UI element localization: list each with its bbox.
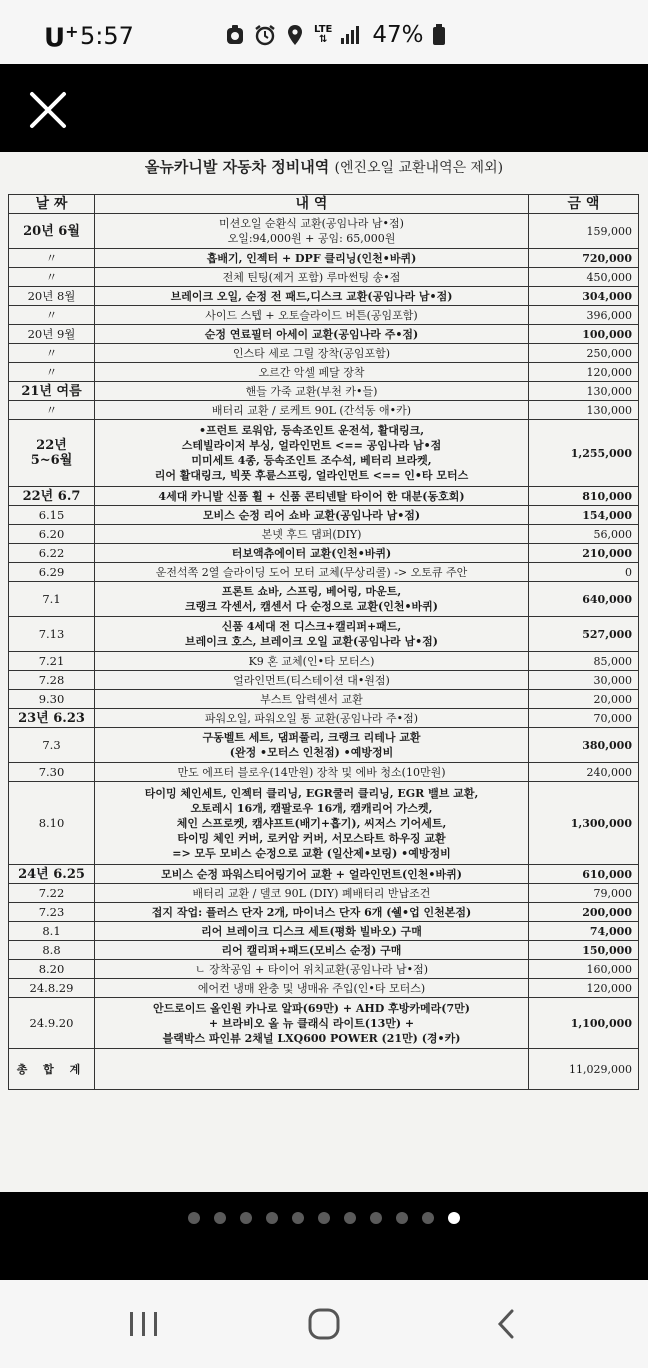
- row-description: [95, 782, 529, 865]
- description-line: 모비스 순정 리어 쇼바 교환(공임나라 남•점): [202, 508, 421, 522]
- row-date: 7.13: [9, 617, 95, 652]
- row-description: [95, 865, 529, 884]
- page-dot[interactable]: [448, 1212, 460, 1224]
- row-date: 24년 6.25: [9, 865, 95, 884]
- row-amount: 85,000: [529, 652, 639, 671]
- table-row: [9, 420, 639, 487]
- page-dot[interactable]: [266, 1212, 278, 1224]
- row-date: 8.1: [9, 922, 95, 941]
- table-row: [9, 652, 639, 671]
- description-line: 오토레시 16개, 캠팔로우 16개, 캠캐리어 가스켓,: [190, 801, 433, 815]
- row-date: 〃: [9, 401, 95, 420]
- description-line: 신품 4세대 전 디스크+캘리퍼+패드,: [221, 620, 402, 633]
- document-image: [0, 152, 648, 1192]
- row-amount: 450,000: [529, 268, 639, 287]
- row-amount: 120,000: [529, 363, 639, 382]
- app-notification-icon: [224, 24, 246, 46]
- description-line: 모비스 순정 파워스티어링기어 교환 + 얼라인먼트(인천•바퀴): [161, 867, 462, 881]
- table-row: [9, 884, 639, 903]
- row-amount: 200,000: [529, 903, 639, 922]
- row-date: 20년 8월: [9, 287, 95, 306]
- carrier-label: U+: [44, 22, 79, 54]
- description-line: 안드로이드 올인원 카나로 알파(69만) + AHD 후방카메라(7만): [153, 1001, 470, 1015]
- row-amount: 250,000: [529, 344, 639, 363]
- row-description: [95, 582, 529, 617]
- header-description: 내 역: [95, 195, 529, 214]
- header-date: 날 짜: [9, 195, 95, 214]
- row-date: 24.9.20: [9, 998, 95, 1049]
- row-description: [95, 709, 529, 728]
- table-row: [9, 506, 639, 525]
- description-line: 얼라인먼트(티스테이션 대•원점): [233, 673, 390, 687]
- description-line: 흡배기, 인젝터 + DPF 클리닝(인천•바퀴): [206, 251, 417, 265]
- document-title: 올뉴카니발 자동차 정비내역 (엔진오일 교환내역은 제외): [144, 158, 504, 176]
- row-description: [95, 652, 529, 671]
- description-line: 프론트 쇼바, 스프링, 베어링, 마운트,: [221, 585, 402, 598]
- row-description: [95, 884, 529, 903]
- row-date: 22년 6.7: [9, 487, 95, 506]
- row-description: [95, 763, 529, 782]
- total-empty: [95, 1049, 529, 1090]
- table-row: [9, 941, 639, 960]
- row-description: [95, 671, 529, 690]
- battery-icon: [432, 24, 446, 46]
- description-line: 미미세트 4종, 등속조인트 조수석, 베터리 브라켓,: [191, 454, 432, 467]
- row-date: 6.22: [9, 544, 95, 563]
- table-row: [9, 582, 639, 617]
- row-amount: 120,000: [529, 979, 639, 998]
- description-line: 브레이크 호스, 브레이크 오일 교환(공임나라 남•점): [185, 635, 438, 648]
- row-amount: 79,000: [529, 884, 639, 903]
- row-description: [95, 563, 529, 582]
- close-icon[interactable]: [26, 88, 70, 132]
- page-dot[interactable]: [240, 1212, 252, 1224]
- row-description: [95, 214, 529, 249]
- table-row: [9, 763, 639, 782]
- row-amount: 640,000: [529, 582, 639, 617]
- row-amount: 720,000: [529, 249, 639, 268]
- table-row: [9, 249, 639, 268]
- home-icon[interactable]: [304, 1308, 344, 1340]
- row-amount: 150,000: [529, 941, 639, 960]
- description-line: 파워오일, 파워오일 통 교환(공임나라 주•점): [204, 711, 419, 725]
- row-description: [95, 306, 529, 325]
- row-amount: 396,000: [529, 306, 639, 325]
- table-row: [9, 214, 639, 249]
- table-row: [9, 728, 639, 763]
- table-row: [9, 979, 639, 998]
- table-row: [9, 960, 639, 979]
- row-amount: 74,000: [529, 922, 639, 941]
- recent-apps-icon[interactable]: [124, 1308, 164, 1340]
- row-amount: 160,000: [529, 960, 639, 979]
- row-date: 7.23: [9, 903, 95, 922]
- back-icon[interactable]: [488, 1308, 528, 1340]
- row-description: [95, 268, 529, 287]
- description-line: 만도 에프터 블로우(14만원) 장착 및 에바 청소(10만원): [177, 765, 446, 779]
- row-description: [95, 420, 529, 487]
- row-description: [95, 325, 529, 344]
- row-description: [95, 728, 529, 763]
- row-date: 6.15: [9, 506, 95, 525]
- description-line: 본넷 후드 댐퍼(DIY): [261, 527, 362, 541]
- row-description: [95, 960, 529, 979]
- description-line: 리어 활대링크, 빅풋 후륜스프링, 얼라인먼트 <== 인•타 모터스: [154, 469, 469, 482]
- description-line: 배터리 교환 / 델코 90L (DIY) 폐배터리 반납조건: [192, 886, 431, 900]
- description-line: 에어컨 냉매 완충 및 냉매유 주입(인•타 모터스): [197, 981, 426, 995]
- table-row: [9, 709, 639, 728]
- row-amount: 130,000: [529, 382, 639, 401]
- description-line: 체인 스프로켓, 캠샤프트(배기+흡기), 씨저스 기어세트,: [176, 816, 447, 830]
- table-row: [9, 903, 639, 922]
- row-amount: 20,000: [529, 690, 639, 709]
- description-line: 구동벨트 세트, 댐퍼풀리, 크랭크 리테나 교환: [202, 731, 421, 744]
- row-date: 20년 6월: [9, 214, 95, 249]
- description-line: 전체 틴팅(제거 포함) 루마썬팅 송•점: [222, 270, 401, 284]
- header-amount: 금 액: [529, 195, 639, 214]
- table-row: [9, 865, 639, 884]
- description-line: 타이밍 체인 커버, 로커암 커버, 서모스타트 하우징 교환: [177, 831, 446, 845]
- row-amount: 0: [529, 563, 639, 582]
- table-row: [9, 306, 639, 325]
- row-amount: 130,000: [529, 401, 639, 420]
- row-description: [95, 903, 529, 922]
- row-amount: 1,300,000: [529, 782, 639, 865]
- row-amount: 56,000: [529, 525, 639, 544]
- row-amount: 810,000: [529, 487, 639, 506]
- row-date: 〃: [9, 344, 95, 363]
- page-dot[interactable]: [422, 1212, 434, 1224]
- table-row: [9, 382, 639, 401]
- description-line: 타이밍 체인세트, 인젝터 클리닝, EGR쿨러 클리닝, EGR 밸브 교환,: [144, 786, 479, 800]
- table-row: [9, 617, 639, 652]
- row-date: 8.10: [9, 782, 95, 865]
- description-line: 리어 캘리퍼+패드(모비스 순정) 구매: [221, 943, 402, 957]
- page-dot[interactable]: [214, 1212, 226, 1224]
- navigation-bar: [0, 1280, 648, 1368]
- page-indicator: [0, 1212, 648, 1224]
- row-amount: 610,000: [529, 865, 639, 884]
- description-line: 접지 작업: 플러스 단자 2개, 마이너스 단자 6개 (쉘•업 인천본점): [151, 905, 472, 919]
- total-label: 총 합 계: [9, 1049, 95, 1090]
- description-line: => 모두 모비스 순정으로 교환 (일산제•보링) •예방정비: [172, 846, 451, 860]
- table-row: [9, 544, 639, 563]
- clock: 5:57: [80, 22, 134, 50]
- lte-indicator: LTE ⇅: [314, 24, 333, 45]
- row-description: [95, 525, 529, 544]
- description-line: 브레이크 오일, 순정 전 패드,디스크 교환(공임나라 남•점): [170, 289, 453, 303]
- row-date: 〃: [9, 306, 95, 325]
- description-line: 블랙박스 파인뷰 2채널 LXQ600 POWER (21만) (경•카): [162, 1031, 461, 1045]
- table-row: [9, 287, 639, 306]
- row-date: 6.29: [9, 563, 95, 582]
- total-row: [9, 1049, 639, 1090]
- row-description: [95, 487, 529, 506]
- table-row: [9, 671, 639, 690]
- table-row: [9, 782, 639, 865]
- row-date: 7.30: [9, 763, 95, 782]
- description-line: 터보액츄에이터 교환(인천•바퀴): [231, 546, 392, 560]
- page-dot[interactable]: [318, 1212, 330, 1224]
- description-line: 리어 브레이크 디스크 세트(평화 빌바오) 구매: [201, 924, 422, 938]
- row-amount: 240,000: [529, 763, 639, 782]
- row-amount: 210,000: [529, 544, 639, 563]
- description-line: K9 혼 교체(인•타 모터스): [248, 654, 375, 668]
- row-amount: 380,000: [529, 728, 639, 763]
- row-date: 〃: [9, 268, 95, 287]
- table-row: [9, 525, 639, 544]
- row-date: 9.30: [9, 690, 95, 709]
- row-description: [95, 979, 529, 998]
- row-description: [95, 544, 529, 563]
- row-description: [95, 249, 529, 268]
- row-date: 8.20: [9, 960, 95, 979]
- table-row: [9, 487, 639, 506]
- row-date: 7.22: [9, 884, 95, 903]
- row-date: 20년 9월: [9, 325, 95, 344]
- table-row: [9, 922, 639, 941]
- status-icons: [224, 22, 446, 48]
- description-line: 4세대 카니발 신품 휠 + 신품 콘티넨탈 타이어 한 대분(동호회): [158, 489, 465, 503]
- row-amount: 70,000: [529, 709, 639, 728]
- description-line: 스테빌라이저 부싱, 얼라인먼트 <== 공임나라 남•점: [181, 439, 442, 452]
- description-line: 핸들 가죽 교환(부천 카•들): [245, 384, 378, 398]
- viewer-bottom-bar: [0, 1192, 648, 1280]
- battery-percent: 47%: [372, 22, 424, 48]
- row-description: [95, 382, 529, 401]
- table-row: [9, 325, 639, 344]
- description-line: 부스트 압력센서 교환: [260, 692, 363, 706]
- table-row: [9, 268, 639, 287]
- row-description: [95, 401, 529, 420]
- row-description: [95, 287, 529, 306]
- description-line: 오일:94,000원 + 공임: 65,000원: [227, 232, 396, 245]
- status-bar: [0, 0, 648, 64]
- description-line: + 브라비오 올 뉴 클래식 라이트(13만) +: [208, 1016, 415, 1030]
- row-date: 21년 여름: [9, 382, 95, 401]
- row-date: 7.28: [9, 671, 95, 690]
- row-description: [95, 922, 529, 941]
- page-dot[interactable]: [188, 1212, 200, 1224]
- row-amount: 1,100,000: [529, 998, 639, 1049]
- row-description: [95, 363, 529, 382]
- row-date: 〃: [9, 363, 95, 382]
- row-amount: 304,000: [529, 287, 639, 306]
- row-description: [95, 344, 529, 363]
- description-line: 오르간 악셀 페달 장착: [258, 365, 365, 379]
- row-date: 7.21: [9, 652, 95, 671]
- row-amount: 1,255,000: [529, 420, 639, 487]
- description-line: ㄴ 장착공임 + 타이어 위치교환(공임나라 남•점): [194, 962, 429, 976]
- row-date: 7.1: [9, 582, 95, 617]
- table-row: [9, 690, 639, 709]
- signal-icon: [340, 24, 362, 46]
- maintenance-table: [8, 194, 639, 1090]
- page-dot[interactable]: [344, 1212, 356, 1224]
- description-line: 사이드 스텝 + 오토슬라이드 버튼(공임포함): [205, 308, 418, 322]
- row-amount: 30,000: [529, 671, 639, 690]
- description-line: 크랭크 각센서, 캠센서 다 순정으로 교환(인천•바퀴): [185, 600, 438, 613]
- row-description: [95, 941, 529, 960]
- page-dot[interactable]: [292, 1212, 304, 1224]
- row-amount: 159,000: [529, 214, 639, 249]
- table-row: [9, 344, 639, 363]
- row-date: 22년 5~6월: [9, 420, 95, 487]
- description-line: (완정 •모터스 인천점) •예방정비: [229, 746, 394, 759]
- table-row: [9, 363, 639, 382]
- row-date: 7.3: [9, 728, 95, 763]
- description-line: 미션오일 순환식 교환(공임나라 남•점): [219, 217, 404, 230]
- description-line: 순정 연료필터 아세이 교환(공임나라 주•점): [204, 327, 419, 341]
- row-amount: 100,000: [529, 325, 639, 344]
- table-row: [9, 401, 639, 420]
- location-icon: [284, 24, 306, 46]
- total-amount: 11,029,000: [529, 1049, 639, 1090]
- row-description: [95, 998, 529, 1049]
- row-date: 〃: [9, 249, 95, 268]
- viewer-top-bar: [0, 64, 648, 152]
- row-date: 24.8.29: [9, 979, 95, 998]
- table-header: [9, 195, 639, 214]
- row-date: 8.8: [9, 941, 95, 960]
- description-line: 운전석쪽 2열 슬라이딩 도어 모터 교체(무상리콜) -> 오토큐 주안: [155, 565, 468, 579]
- page-dot[interactable]: [396, 1212, 408, 1224]
- row-description: [95, 690, 529, 709]
- page-dot[interactable]: [370, 1212, 382, 1224]
- row-description: [95, 617, 529, 652]
- row-amount: 527,000: [529, 617, 639, 652]
- description-line: •프런트 로워암, 등속조인트 운전석, 활대링크,: [198, 424, 425, 437]
- table-row: [9, 563, 639, 582]
- row-description: [95, 506, 529, 525]
- row-date: 6.20: [9, 525, 95, 544]
- table-row: [9, 998, 639, 1049]
- alarm-icon: [254, 24, 276, 46]
- description-line: 배터리 교환 / 로케트 90L (간석동 애•카): [211, 403, 412, 417]
- row-amount: 154,000: [529, 506, 639, 525]
- description-line: 인스타 세로 그릴 장착(공임포함): [232, 346, 391, 360]
- row-date: 23년 6.23: [9, 709, 95, 728]
